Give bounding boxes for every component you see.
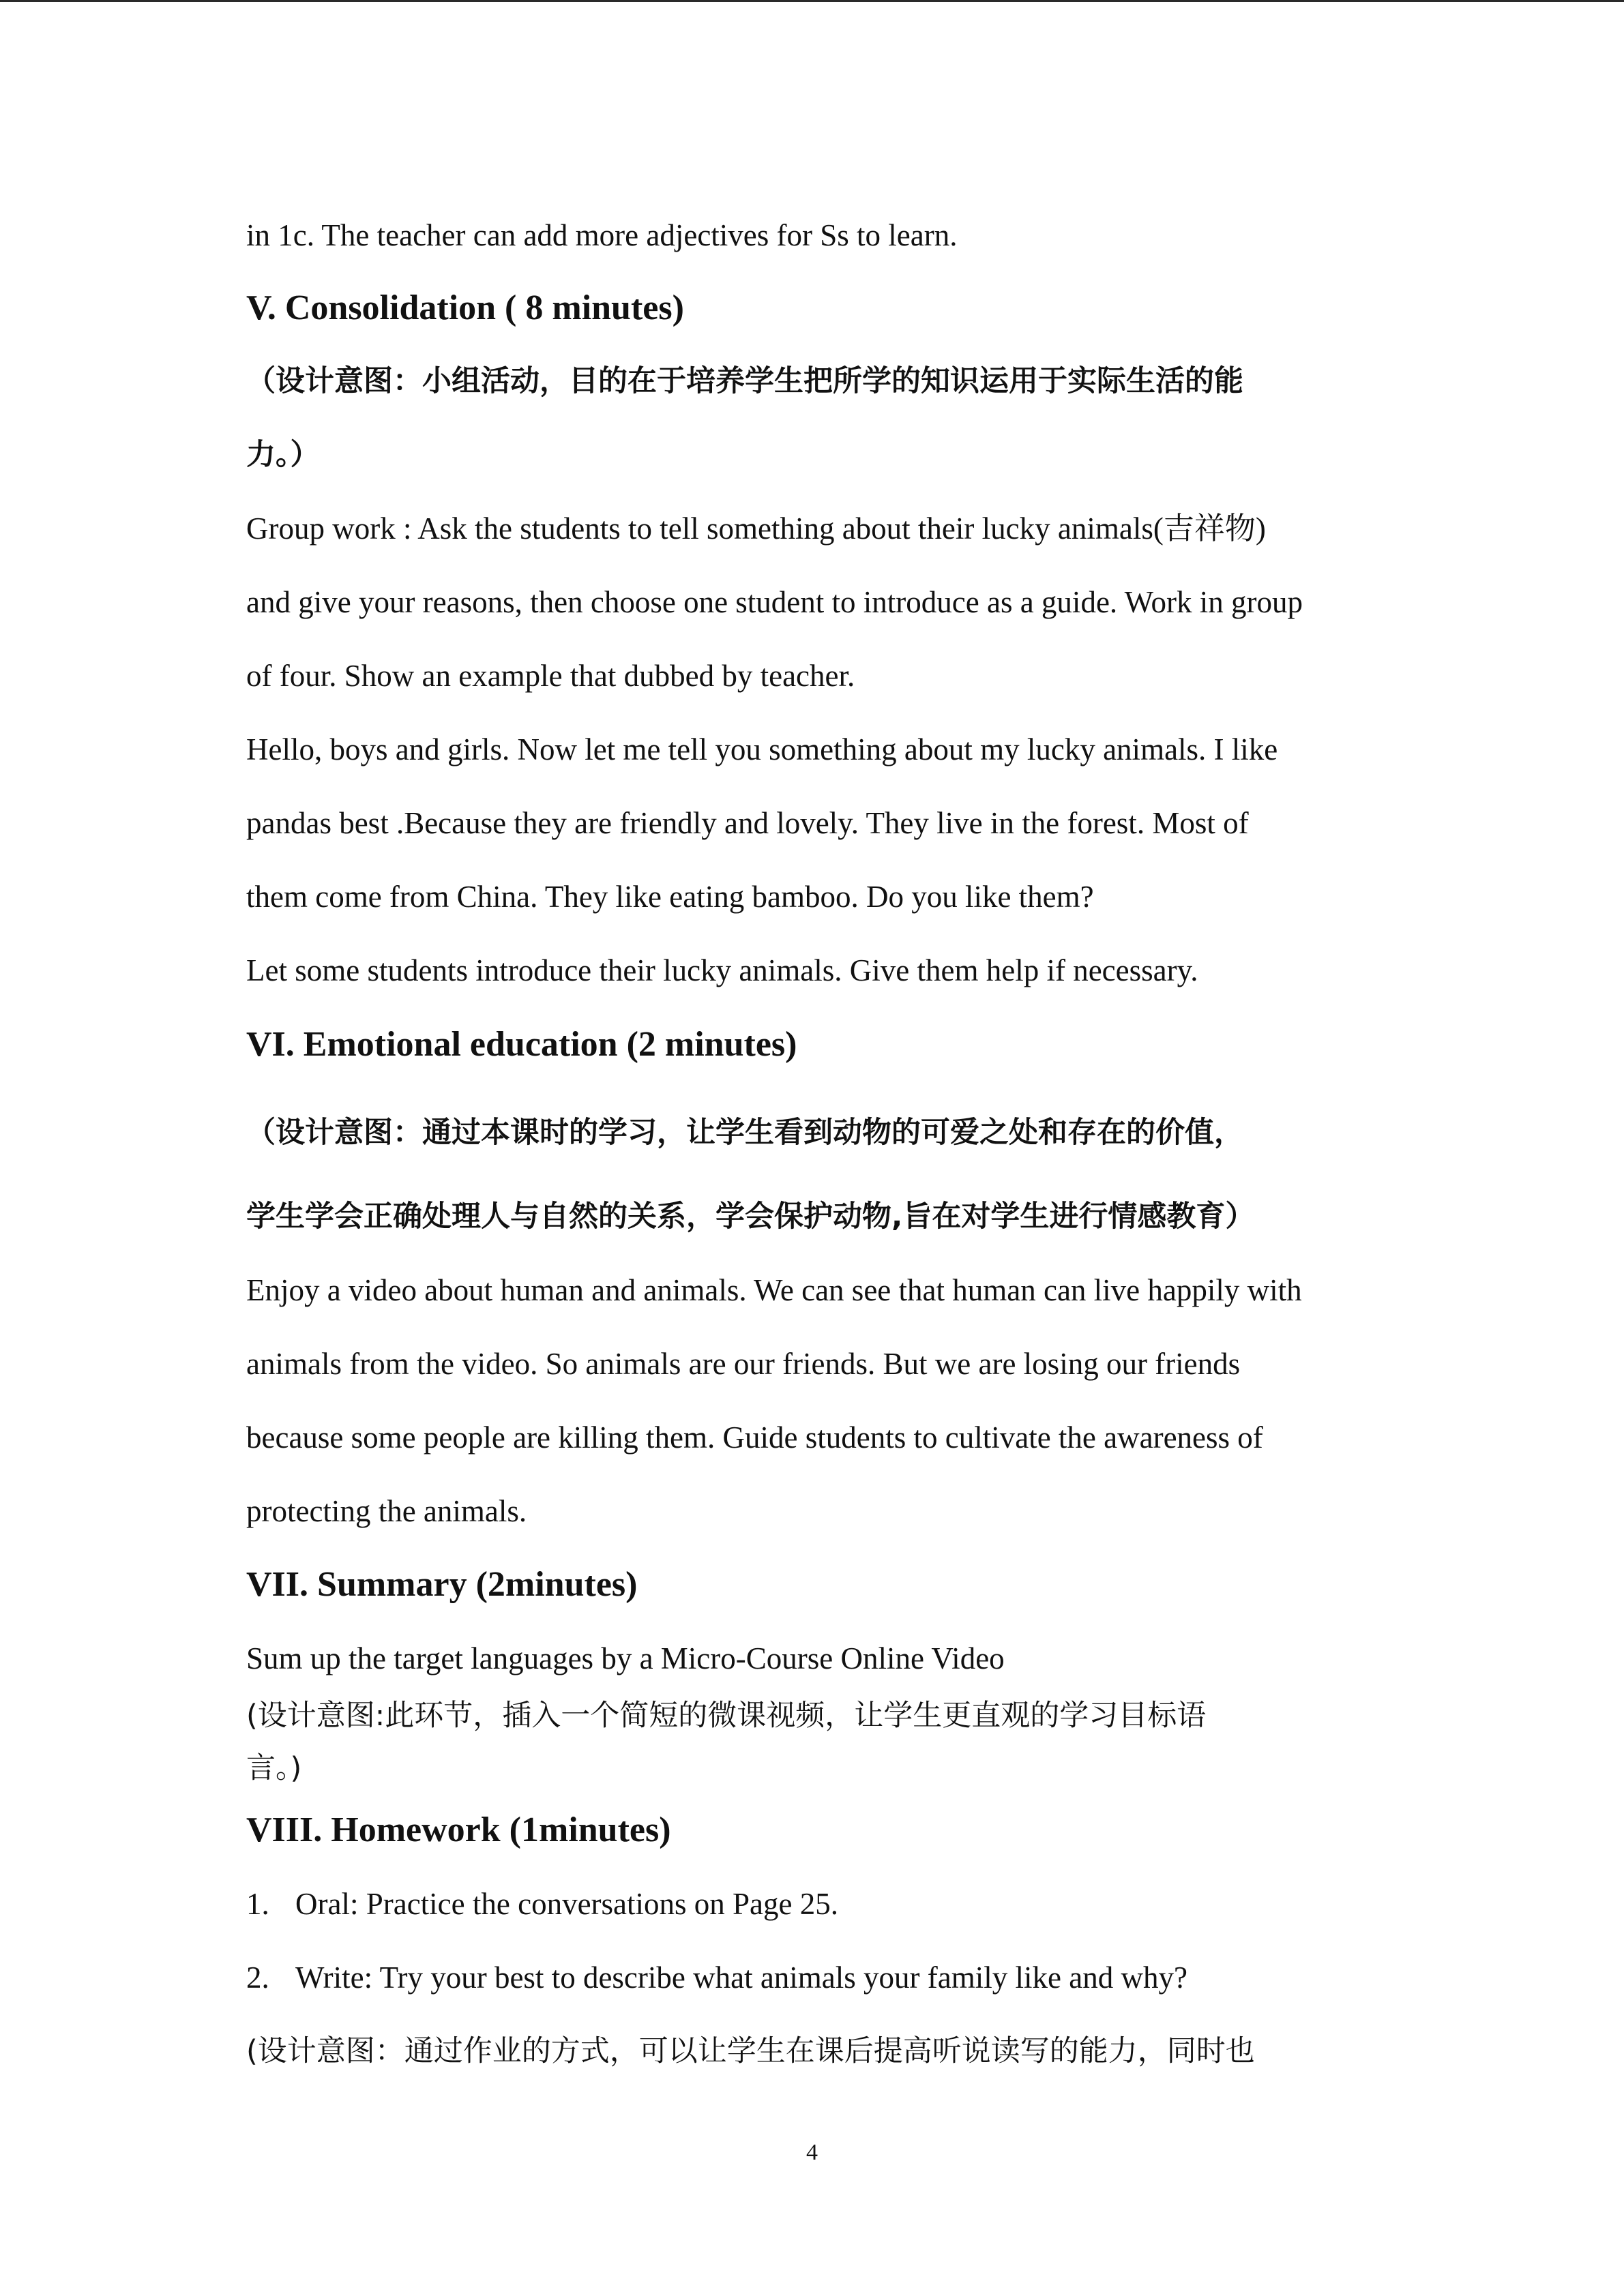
body-text: of four. Show an example that dubbed by teacher. xyxy=(246,659,855,693)
page-top-border xyxy=(0,0,1624,2)
body-text: protecting the animals. xyxy=(246,1494,527,1528)
design-intent-note: （设计意图：小组活动，目的在于培养学生把所学的知识运用于实际生活的能 xyxy=(246,364,1243,398)
body-text: Enjoy a video about human and animals. We can see that human can live happily with xyxy=(246,1273,1302,1307)
body-text: Group work : Ask the students to tell something about their lucky animals(吉祥物) xyxy=(246,511,1266,546)
body-text: because some people are killing them. Guide students to cultivate the awareness of xyxy=(246,1420,1263,1455)
paragraph-continuation: in 1c. The teacher can add more adjectives for Ss to learn. xyxy=(246,218,958,252)
list-number: 2. xyxy=(246,1960,269,1995)
body-text: Sum up the target languages by a Micro-Course Online Video xyxy=(246,1641,1005,1675)
design-intent-note: 言。) xyxy=(246,1751,302,1785)
section-heading-summary: VII. Summary (2minutes) xyxy=(246,1565,638,1604)
homework-item-text: Oral: Practice the conversations on Page 25. xyxy=(295,1887,839,1921)
design-intent-note: (设计意图:此环节，插入一个简短的微课视频，让学生更直观的学习目标语 xyxy=(246,1699,1207,1733)
design-intent-note: （设计意图：通过本课时的学习，让学生看到动物的可爱之处和存在的价值， xyxy=(246,1116,1243,1150)
section-heading-consolidation: V. Consolidation ( 8 minutes) xyxy=(246,288,684,327)
section-heading-homework: VIII. Homework (1minutes) xyxy=(246,1810,671,1849)
example-text: pandas best .Because they are friendly and lovely. They live in the forest. Most of xyxy=(246,806,1249,840)
list-number: 1. xyxy=(246,1887,269,1921)
homework-item xyxy=(246,1957,1187,1998)
section-heading-emotional-education: VI. Emotional education (2 minutes) xyxy=(246,1025,797,1064)
design-intent-note: 学生学会正确处理人与自然的关系，学会保护动物,旨在对学生进行情感教育） xyxy=(246,1199,1255,1234)
example-text: them come from China. They like eating bamboo. Do you like them? xyxy=(246,880,1094,914)
homework-item-text: Write: Try your best to describe what animals your family like and why? xyxy=(295,1960,1187,1995)
body-text: animals from the video. So animals are our friends. But we are losing our friends xyxy=(246,1347,1241,1381)
design-intent-note: 力。） xyxy=(246,438,320,472)
body-text: Let some students introduce their lucky animals. Give them help if necessary. xyxy=(246,953,1198,987)
body-text: and give your reasons, then choose one student to introduce as a guide. Work in group xyxy=(246,585,1303,619)
design-intent-note: (设计意图：通过作业的方式，可以让学生在课后提高听说读写的能力，同时也 xyxy=(246,2034,1255,2068)
example-text: Hello, boys and girls. Now let me tell you something about my lucky animals. I like xyxy=(246,732,1278,766)
homework-item xyxy=(246,1883,838,1924)
page-number: 4 xyxy=(806,2140,818,2165)
